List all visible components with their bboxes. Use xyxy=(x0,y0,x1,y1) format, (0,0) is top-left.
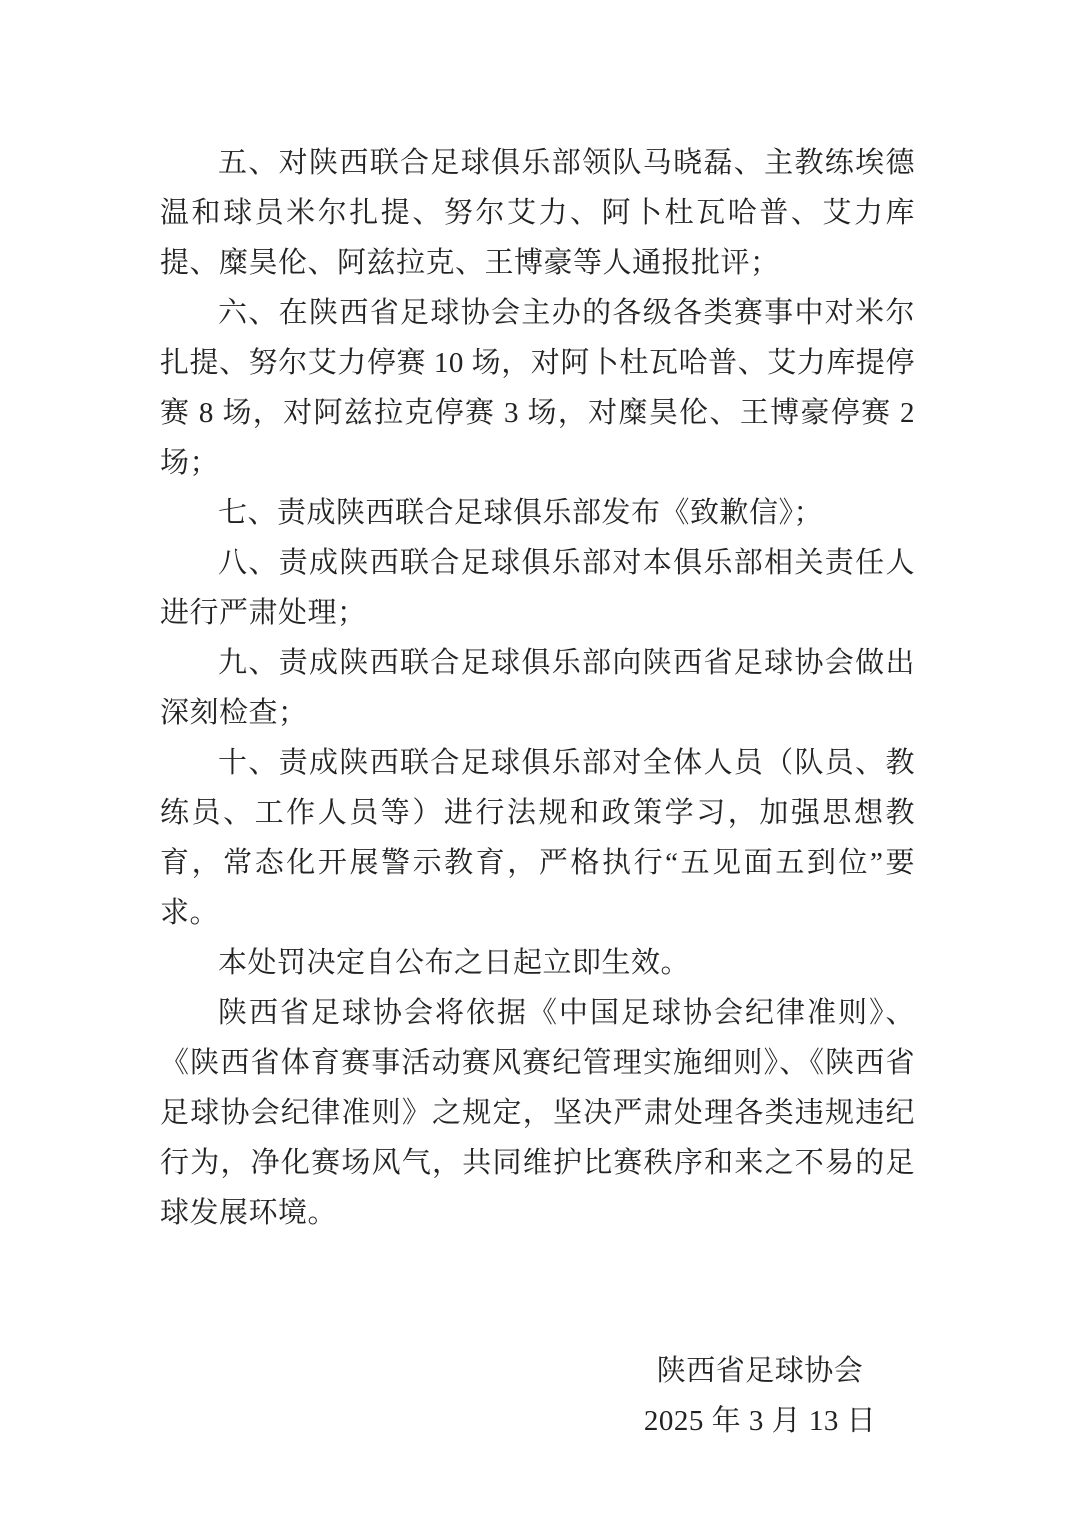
paragraph-item-eight: 八、责成陕西联合足球俱乐部对本俱乐部相关责任人进行严肃处理； xyxy=(160,547,915,629)
signature-date: 2025 年 3 月 13 日 xyxy=(643,1405,877,1437)
paragraph-item-five: 五、对陕西联合足球俱乐部领队马晓磊、主教练埃德温和球员米尔扎提、努尔艾力、阿卜杜瓦哈普、艾力库提、糜昊伦、阿兹拉克、王博豪等人通报批评； xyxy=(160,147,915,279)
signature-organization: 陕西省足球协会 xyxy=(656,1355,864,1387)
paragraph-item-seven: 七、责成陕西联合足球俱乐部发布《致歉信》； xyxy=(218,497,824,529)
document-body xyxy=(160,138,915,1446)
signature-block xyxy=(635,1346,885,1446)
paragraph-effective-statement: 本处罚决定自公布之日起立即生效。 xyxy=(218,947,691,979)
paragraph-item-nine: 九、责成陕西联合足球俱乐部向陕西省足球协会做出深刻检查； xyxy=(160,647,915,729)
paragraph-closing-statement: 陕西省足球协会将依据《中国足球协会纪律准则》、《陕西省体育赛事活动赛风赛纪管理实施细则》、《陕西省足球协会纪律准则》之规定，坚决严肃处理各类违规违纪行为，净化赛场风气，共同维护比赛秩序和来之不易的足球发展环境。 xyxy=(160,997,915,1229)
paragraph-item-ten: 十、责成陕西联合足球俱乐部对全体人员（队员、教练员、工作人员等）进行法规和政策学习，加强思想教育，常态化开展警示教育，严格执行“五见面五到位”要求。 xyxy=(160,747,915,929)
paragraph-item-six: 六、在陕西省足球协会主办的各级各类赛事中对米尔扎提、努尔艾力停赛 10 场，对阿卜杜瓦哈普、艾力库提停赛 8 场，对阿兹拉克停赛 3 场，对糜昊伦、王博豪停赛 2 场； xyxy=(160,297,915,479)
